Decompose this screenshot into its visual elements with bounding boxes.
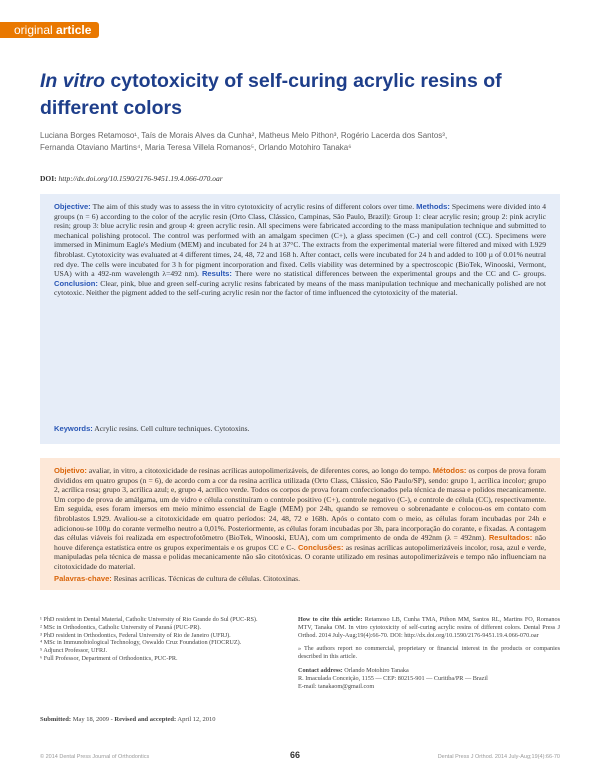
conclusion-text: Clear, pink, blue and green self-curing acrylic resins fabricated by means of the mass manipulation technique and mechanically polished are not cytotoxic. Neither the pigment added to the self-curing acrylic resin nor the factor of time influenced the cytotoxicity of the material.	[54, 278, 546, 298]
submitted-label: Submitted:	[40, 716, 72, 723]
footnote: ³ PhD resident in Orthodontics, Federal University of Rio de Janeiro (UFRJ).	[40, 631, 231, 639]
header-bar	[0, 0, 600, 40]
cite-text: Retamoso LB, Cunha TMA, Pithon MM, Santos RL, Martins FO, Romanos MTV, Tanaka OM. In vitro cytotoxicity of self-curing acrylic resins of different colors. Dental Press J Orthod. 2014 July-Aug;19(4):66-70. DOI: http://dx.doi.org/10.1590/2176-9451.19.4.066-070.oar	[298, 616, 560, 639]
affiliation-footnotes	[40, 616, 290, 663]
contact-street: R. Imaculada Conceição, 1155 — CEP: 80215-901 — Curitiba/PR — Brazil	[298, 674, 488, 682]
methods-label: Methods:	[416, 202, 450, 211]
results-label: Results:	[201, 269, 232, 279]
footer-copyright: © 2014 Dental Press Journal of Orthodontics	[40, 754, 150, 760]
contact-address	[298, 667, 560, 690]
disclosure: » The authors report no commercial, proprietary or financial interest in the products or companies described in this article.	[298, 645, 560, 661]
author-list	[40, 130, 560, 154]
title-italic: In vitro	[40, 70, 106, 92]
abstract-body	[54, 202, 546, 298]
keywords-label: Keywords:	[54, 424, 93, 433]
objetivo-label: Objetivo:	[54, 466, 87, 475]
objective-label: Objective:	[54, 202, 91, 211]
article-title	[40, 68, 560, 122]
submission-dates	[40, 716, 300, 723]
objective-text: The aim of this study was to assess the in vitro cytotoxicity of acrylic resins of different colors over time.	[90, 202, 417, 211]
submitted-date: May 18, 2009 -	[71, 716, 115, 723]
footnote: ⁵ Adjunct Professor, UFRJ.	[40, 647, 108, 655]
results-text: There were no statistical differences between the experimental groups and the CC and C- groups.	[231, 269, 547, 279]
revised-date: April 12, 2010	[176, 716, 216, 723]
doi-label: DOI:	[40, 174, 57, 183]
side-notes	[298, 616, 560, 696]
article-tag-prefix: original	[14, 23, 53, 37]
author-line-2: Fernanda Otaviano Martins⁴, Maria Teresa Villela Romanos⁵, Orlando Motohiro Tanaka⁶	[40, 143, 352, 152]
footnote: ⁴ MSc in Immunobiological Technology, Oswaldo Cruz Foundation (FIOCRUZ).	[40, 639, 242, 647]
article-type-tag	[0, 22, 99, 38]
doi-link[interactable]: http://dx.doi.org/10.1590/2176-9451.19.4.066-070.oar	[58, 174, 223, 183]
conclusoes-label: Conclusões:	[297, 542, 344, 552]
palavras-chave	[54, 574, 546, 584]
keywords	[54, 424, 546, 434]
metodos-text: os corpos de prova foram divididos em quatro grupos (n = 6), de acordo com a cor da resina acrílica utilizada (Orto Class, Clássico, São Paulo/SP), sendo: grupo 1, acrílica incolor; grupo 2, acrílica rosa; grupo 3, acrílica azul; e, grupo 4, acrílico verde. Todos os corpos de prova foram confeccionados pela técnica de massa e polidos mecanicamente. Um corpo de prova de amálgama, um de vidro e célula constituíram o controle positivo (C+), controle negativo (C-), e controle de célula (CC), respectivamente. Em seguida, eses foram imersos em meio mínimo essencial de Eagle (MEM) por 24h, quando se removeu o sobrenadante e colocou-os em contato com fibroblastos L929. Avaliou-se a citotoxicidade em quatro períodos: 24, 48, 72 e 168h. Após o contato com o meio, as células foram incubadas por 24h e adicionou-se 100µ do corante vermelho neutro a 0,01%. Posteriormente, as células foram incubadas por 3h, para incorporação do corante, e fixadas. A contagem das células viáveis foi realizada em espectrofotômetro (BioTek, Winooski, EUA), com um comprimento de onda de 492nm (λ = 492nm).	[54, 466, 547, 543]
footnote: ² MSc in Orthodontics, Catholic University of Paraná (PUC-PR).	[40, 623, 201, 631]
palavras-label: Palavras-chave:	[54, 574, 112, 583]
page-footer	[0, 748, 600, 768]
keywords-text: Acrylic resins. Cell culture techniques. Cytotoxins.	[92, 424, 250, 433]
metodos-label: Métodos:	[432, 466, 467, 475]
title-rest: cytotoxicity of self-curing acrylic resins of different colors	[40, 70, 502, 119]
revised-label: Revised and accepted:	[114, 716, 177, 723]
contact-email[interactable]: E-mail: tanakaom@gmail.com	[298, 682, 375, 690]
conclusoes-text: as resinas acrílicas autopolimerizáveis incolor, rosa, azul e verde, manipuladas pela técnica de massa e polidas mecanicamente não são citotóxicas. O corante utilizado em resinas autopolimerizáveis e tempo não influenciam na citotoxicidade do material.	[54, 542, 546, 571]
abstract-portuguese	[40, 458, 560, 590]
objetivo-text: avaliar, in vitro, a citotoxicidade de resinas acrílicas autopolimerizáveis, de diferentes cores, ao longo do tempo.	[86, 466, 433, 475]
resultados-label: Resultados:	[488, 533, 533, 543]
footer-citation: Dental Press J Orthod. 2014 July-Aug;19(4):66-70	[437, 754, 560, 760]
doi-line	[40, 174, 560, 184]
abstract-english	[40, 194, 560, 444]
palavras-text: Resinas acrílicas. Técnicas de cultura de células. Citotoxinas.	[111, 574, 301, 583]
article-tag-main: article	[56, 23, 92, 37]
author-line-1: Luciana Borges Retamoso¹, Taís de Morais Alves da Cunha², Matheus Melo Pithon³, Rogério Lacerda dos Santos³,	[40, 131, 448, 140]
resumo-body	[54, 466, 546, 572]
conclusion-label: Conclusion:	[54, 278, 98, 288]
footnote: ¹ PhD resident in Dental Material, Catholic University of Rio Grande do Sul (PUC-RS).	[40, 616, 258, 623]
page-number: 66	[290, 750, 301, 760]
cite-label: How to cite this article:	[298, 616, 363, 623]
footnote: ⁶ Full Professor, Department of Orthodontics, PUC-PR.	[40, 654, 178, 662]
resultados-text: não houve diferença estatística entre os grupos experimentais e os grupos CC e C-.	[54, 533, 546, 552]
contact-name: Orlando Motohiro Tanaka	[342, 666, 409, 674]
methods-text: Specimens were divided into 4 groups (n = 6) according to the color of the acrylic resin (Orto Class, Clássico, Campinas, São Paulo, Brazil): Group 1: clear acrylic resin; group 2: pink acrylic resin; group 3: blue acrylic resin and group 4: green acrylic resin. All specimens were fabricated according to the mass manipulation technique and submitted to mechanical polishing protocol. The control was performed with an amalgam specimen (C+), a glass specimen (C-) and cell control (CC). Specimens were immersed in Minimum Eagle's Medium (MEM) and incubated for 24 h at 37°C. The extracts from the experimental material were filtered and mixed with L929 fibroblast. Cytotoxicity was evaluated at 4 different times, 24, 48, 72 and 168 h. After contact, cells were incubated for 24 h and added to 100 µ of 0.01% neutral red dye. The cells were incubated for 3 h for pigment incorporation and fixed. Cells viability was determined by a spectroscopic (BioTek, Winooski, Vermont, USA) with a 492-nm wavelength λ=492 nm).	[54, 202, 546, 279]
how-to-cite	[298, 616, 560, 639]
contact-label: Contact address:	[298, 666, 343, 674]
